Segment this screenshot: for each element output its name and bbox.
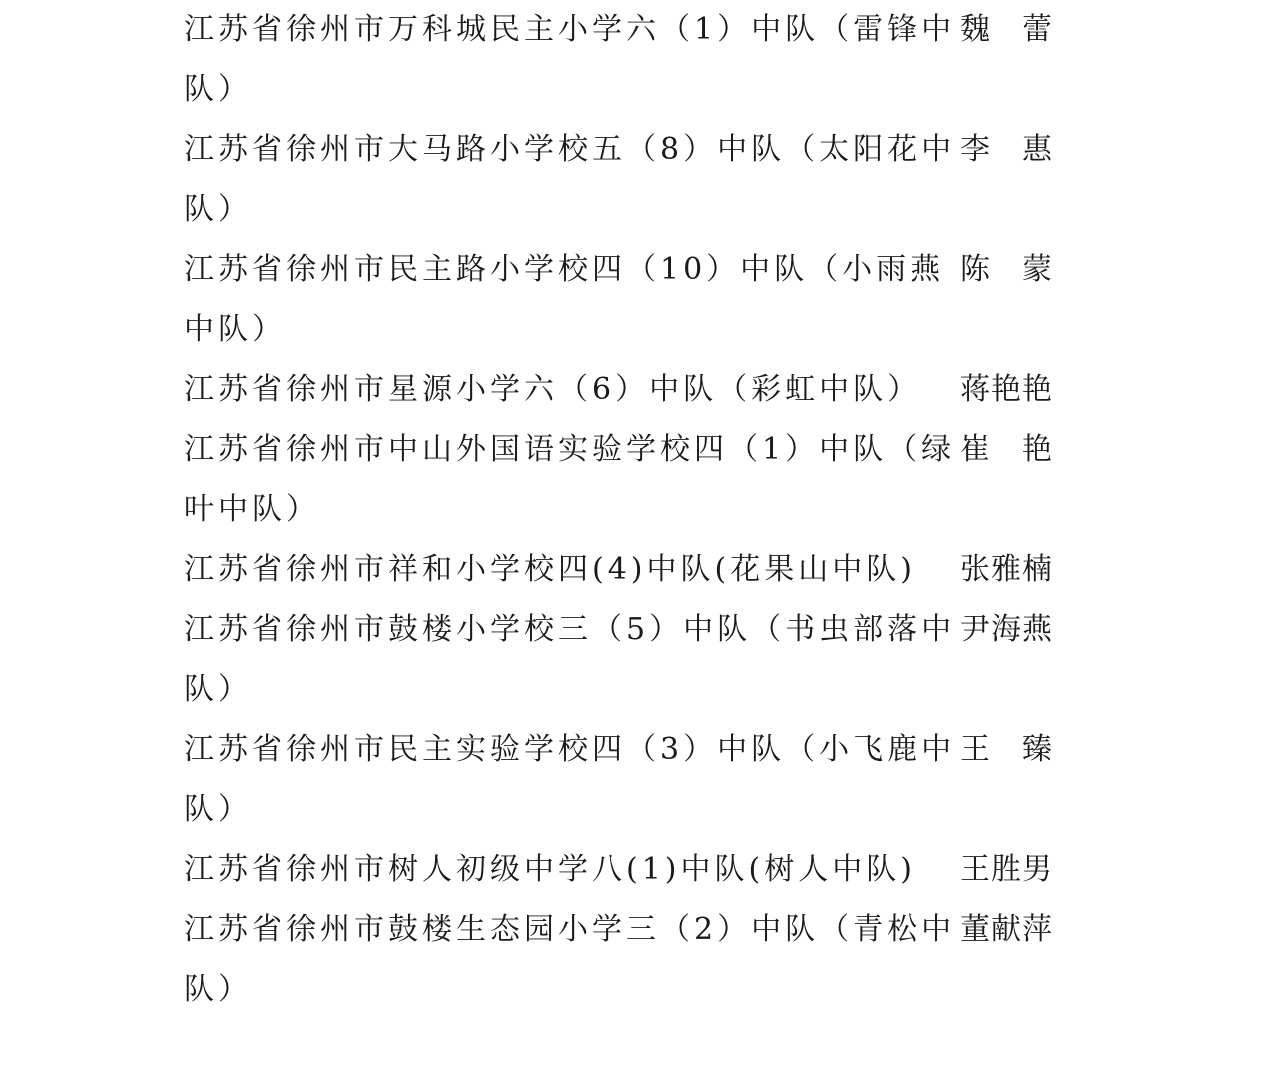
unit-name: [184, 600, 956, 720]
unit-name-line: 江苏省徐州市鼓楼生态园小学三（2）中队（青松中: [184, 912, 956, 947]
unit-name: [184, 840, 916, 900]
unit-name-line: 江苏省徐州市民主路小学校四（10）中队（小雨燕: [184, 252, 945, 287]
unit-name: [184, 240, 945, 360]
unit-name-line: 队）: [184, 672, 252, 707]
person-name: 王胜男: [960, 852, 1053, 887]
unit-name: [184, 0, 956, 120]
unit-name-line: 江苏省徐州市民主实验学校四（3）中队（小飞鹿中: [184, 732, 956, 767]
unit-name-line: 队）: [184, 972, 252, 1007]
person-name: 蒋艳艳: [960, 372, 1053, 407]
unit-name: [184, 420, 956, 540]
unit-name-line: 队）: [184, 72, 252, 107]
unit-name-line: 江苏省徐州市星源小学六（6）中队（彩虹中队）: [184, 372, 922, 407]
unit-name-line: 江苏省徐州市万科城民主小学六（1）中队（雷锋中: [184, 12, 956, 47]
unit-name-line: 江苏省徐州市大马路小学校五（8）中队（太阳花中: [184, 132, 956, 167]
unit-name: [184, 900, 956, 1020]
unit-name: [184, 720, 956, 840]
unit-name-line: 队）: [184, 192, 252, 227]
unit-name-line: 队）: [184, 792, 252, 827]
person-name: 张雅楠: [960, 552, 1053, 587]
unit-name: [184, 540, 916, 600]
unit-name: [184, 120, 956, 240]
unit-name-line: 江苏省徐州市祥和小学校四(4)中队(花果山中队): [184, 552, 916, 587]
person-name: 陈蒙: [960, 252, 1084, 287]
person-name: 王臻: [960, 732, 1084, 767]
unit-name-line: 叶中队）: [184, 492, 320, 527]
unit-name-line: 中队）: [184, 312, 286, 347]
unit-name-line: 江苏省徐州市树人初级中学八(1)中队(树人中队): [184, 852, 916, 887]
person-name: 魏蕾: [960, 12, 1084, 47]
person-name: 李惠: [960, 132, 1084, 167]
person-name: 尹海燕: [960, 612, 1053, 647]
unit-name-line: 江苏省徐州市中山外国语实验学校四（1）中队（绿: [184, 432, 956, 467]
unit-name-line: 江苏省徐州市鼓楼小学校三（5）中队（书虫部落中: [184, 612, 956, 647]
person-name: 崔艳: [960, 432, 1084, 467]
unit-name: [184, 360, 922, 420]
person-name: 董献萍: [960, 912, 1053, 947]
